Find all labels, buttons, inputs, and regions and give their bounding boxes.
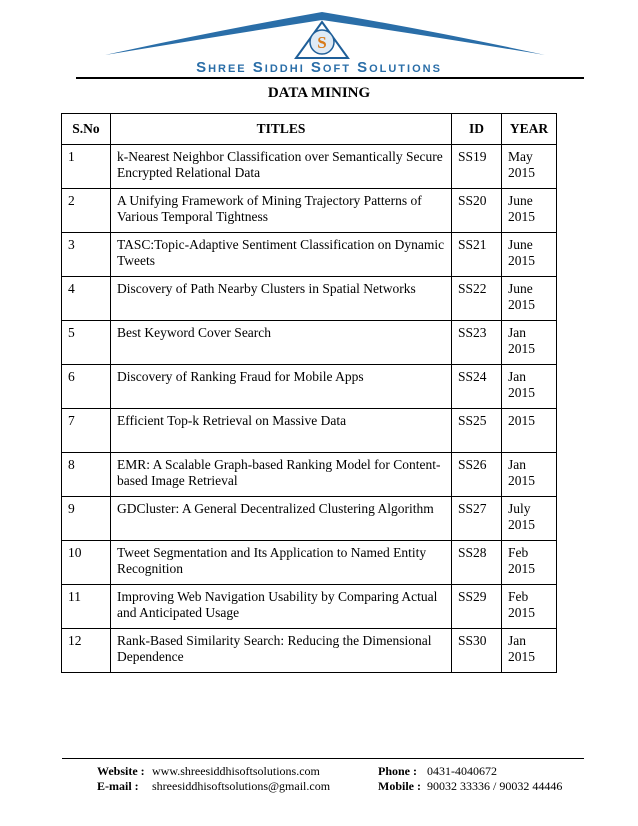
cell-title: Best Keyword Cover Search <box>110 321 451 365</box>
cell-year: Feb 2015 <box>501 541 556 585</box>
cell-sno: 4 <box>62 277 111 321</box>
cell-id: SS21 <box>452 233 502 277</box>
table-row <box>62 497 557 541</box>
cell-id: SS25 <box>452 409 502 453</box>
cell-title: TASC:Topic-Adaptive Sentiment Classification on Dynamic Tweets <box>110 233 451 277</box>
cell-id: SS22 <box>452 277 502 321</box>
cell-id: SS20 <box>452 189 502 233</box>
cell-title: Improving Web Navigation Usability by Comparing Actual and Anticipated Usage <box>110 585 451 629</box>
header-divider <box>76 77 584 79</box>
cell-sno: 12 <box>62 629 111 673</box>
website-link[interactable]: www.shreesiddhisoftsolutions.com <box>152 764 320 778</box>
table-row <box>62 321 557 365</box>
cell-title: Efficient Top-k Retrieval on Massive Data <box>110 409 451 453</box>
phone-number: 0431-4040672 <box>427 764 497 778</box>
cell-sno: 8 <box>62 453 111 497</box>
table-row <box>62 409 557 453</box>
cell-id: SS24 <box>452 365 502 409</box>
email-link[interactable]: shreesiddhisoftsolutions@gmail.com <box>152 779 331 793</box>
cell-sno: 5 <box>62 321 111 365</box>
cell-title: Tweet Segmentation and Its Application to Named Entity Recognition <box>110 541 451 585</box>
cell-id: SS28 <box>452 541 502 585</box>
email-label: E-mail : <box>97 779 139 793</box>
table-row <box>62 453 557 497</box>
cell-sno: 11 <box>62 585 111 629</box>
table-row <box>62 365 557 409</box>
footer-contact-left <box>97 764 330 794</box>
cell-year: May 2015 <box>501 145 556 189</box>
cell-sno: 10 <box>62 541 111 585</box>
cell-id: SS27 <box>452 497 502 541</box>
cell-sno: 1 <box>62 145 111 189</box>
brand-name: Shree Siddhi Soft Solutions <box>196 59 442 76</box>
table-row <box>62 189 557 233</box>
cell-year: Jan 2015 <box>501 321 556 365</box>
phone-label: Phone : <box>378 764 417 778</box>
cell-year: Jan 2015 <box>501 453 556 497</box>
cell-year: Jan 2015 <box>501 629 556 673</box>
footer-contact-right <box>378 764 562 794</box>
column-header-id: ID <box>452 114 502 145</box>
table-row <box>62 585 557 629</box>
table-row <box>62 541 557 585</box>
table-row <box>62 145 557 189</box>
cell-title: A Unifying Framework of Mining Trajectory Patterns of Various Temporal Tightness <box>110 189 451 233</box>
cell-title: EMR: A Scalable Graph-based Ranking Model for Content-based Image Retrieval <box>110 453 451 497</box>
table-row <box>62 233 557 277</box>
cell-year: Jan 2015 <box>501 365 556 409</box>
cell-sno: 3 <box>62 233 111 277</box>
mobile-number: 90032 33336 / 90032 44446 <box>427 779 563 793</box>
cell-id: SS30 <box>452 629 502 673</box>
cell-id: SS29 <box>452 585 502 629</box>
cell-title: Rank-Based Similarity Search: Reducing the Dimensional Dependence <box>110 629 451 673</box>
cell-id: SS23 <box>452 321 502 365</box>
column-header-sno: S.No <box>62 114 111 145</box>
column-header-year: YEAR <box>501 114 556 145</box>
table-row <box>62 277 557 321</box>
footer-email-line <box>97 779 330 794</box>
table-header-row <box>62 114 557 145</box>
projects-table <box>61 113 557 673</box>
footer-mobile-line <box>378 779 562 794</box>
cell-year: 2015 <box>501 409 556 453</box>
website-label: Website : <box>97 764 145 778</box>
footer-phone-line <box>378 764 562 779</box>
table-row <box>62 629 557 673</box>
cell-sno: 6 <box>62 365 111 409</box>
cell-sno: 2 <box>62 189 111 233</box>
cell-id: SS26 <box>452 453 502 497</box>
logo-letter: S <box>317 33 327 52</box>
footer-divider <box>62 758 584 759</box>
cell-title: Discovery of Path Nearby Clusters in Spatial Networks <box>110 277 451 321</box>
cell-year: Feb 2015 <box>501 585 556 629</box>
cell-year: July 2015 <box>501 497 556 541</box>
cell-title: Discovery of Ranking Fraud for Mobile Apps <box>110 365 451 409</box>
cell-year: June 2015 <box>501 277 556 321</box>
page-title: DATA MINING <box>267 85 371 101</box>
cell-year: June 2015 <box>501 189 556 233</box>
footer-website-line <box>97 764 330 779</box>
cell-title: k-Nearest Neighbor Classification over Semantically Secure Encrypted Relational Data <box>110 145 451 189</box>
cell-sno: 7 <box>62 409 111 453</box>
cell-id: SS19 <box>452 145 502 189</box>
column-header-titles: TITLES <box>110 114 451 145</box>
mobile-label: Mobile : <box>378 779 421 793</box>
cell-year: June 2015 <box>501 233 556 277</box>
cell-sno: 9 <box>62 497 111 541</box>
cell-title: GDCluster: A General Decentralized Clustering Algorithm <box>110 497 451 541</box>
